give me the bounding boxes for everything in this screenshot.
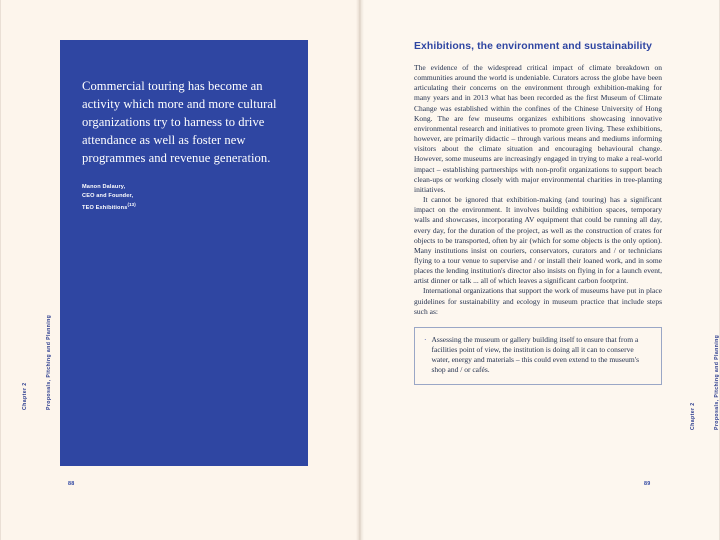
attribution-line-1: Manon Dalaury, (82, 184, 126, 191)
running-tab-left-section: Proposals, Pitching and Planning (46, 314, 52, 410)
attribution-line-2: CEO and Founder, (82, 193, 134, 200)
right-page-text-column (414, 40, 662, 385)
page-edge-left (0, 0, 1, 540)
section-heading: Exhibitions, the environment and sustainability (414, 41, 652, 52)
pull-quote-text: Commercial touring has become an activity which more and more cultural organizations try to harness to drive attendance as well as foster new programmes and revenue generation. (82, 79, 277, 165)
attribution-footnote-ref: (13) (127, 202, 136, 208)
attribution-line-3 (82, 201, 282, 213)
running-tab-left-chapter: Chapter 2 (22, 382, 28, 410)
callout-item-text: Assessing the museum or gallery building itself to ensure that from a facilities point of view, the institution is doing all it can to conserve water, energy and materials – this could even extend to the museum's shop and / or cafés. (431, 334, 640, 375)
callout-box (414, 327, 662, 385)
running-tab-right-chapter: Chapter 2 (690, 402, 696, 430)
bullet-icon: · (424, 334, 427, 344)
running-tab-left (22, 110, 52, 410)
pull-quote-attribution (82, 183, 282, 213)
body-paragraph-1: The evidence of the widespread critical impact of climate breakdown on communities around the world is undeniable. Curators across the globe have been articulating their concerns on the environment through exhibition-making for many years and in 2013 what has been recorded as the first Museum of Climate Change was established within the confines of the Chinese University of Hong Kong. The are few museums organizes exhibitions showcasing innovative environmental research and initiatives to promote green living. These exhibitions, however, are primarily didactic – through various means and mediums informing visitors about the climate situation and encouraging behavioural change. However, some museums are increasingly engaged in trying to make a real-world impact – establishing partnerships with non-profit organizations to support beach clean-ups or working closely with major environmental charities in tree-planting initiatives. (414, 63, 662, 194)
folio-right: 89 (644, 481, 651, 487)
attribution-org: TEO Exhibitions (82, 205, 128, 212)
folio-left: 88 (68, 481, 75, 487)
body-paragraph-2: It cannot be ignored that exhibition-making (and touring) has a significant impact on the environment. It involves building exhibition spaces, temporary walls and showcases, incorporating AV equipment that could be running all day, every day, for the duration of the project, as well as the construction of crates for objects to be transported, often by air (which for some objects is the only option). Many institutions insist on couriers, conservators, curators and / or technicians flying to a tour venue to supervise and / or install their loaned work, and in some places the lending institution's director also insists on flying in for a launch event, artist dinner or talk ... all of which leaves a significant carbon footprint. (414, 195, 662, 286)
pull-quote-box (60, 40, 308, 466)
body-paragraph-3: International organizations that support the work of museums have put in place guidelines for sustainability and ecology in museum practice that include steps such as: (414, 286, 662, 316)
callout-list-item (424, 335, 652, 376)
spread-gutter (356, 0, 364, 540)
running-tab-right-section: Proposals, Pitching and Planning (714, 334, 720, 430)
running-tab-right (690, 110, 720, 430)
